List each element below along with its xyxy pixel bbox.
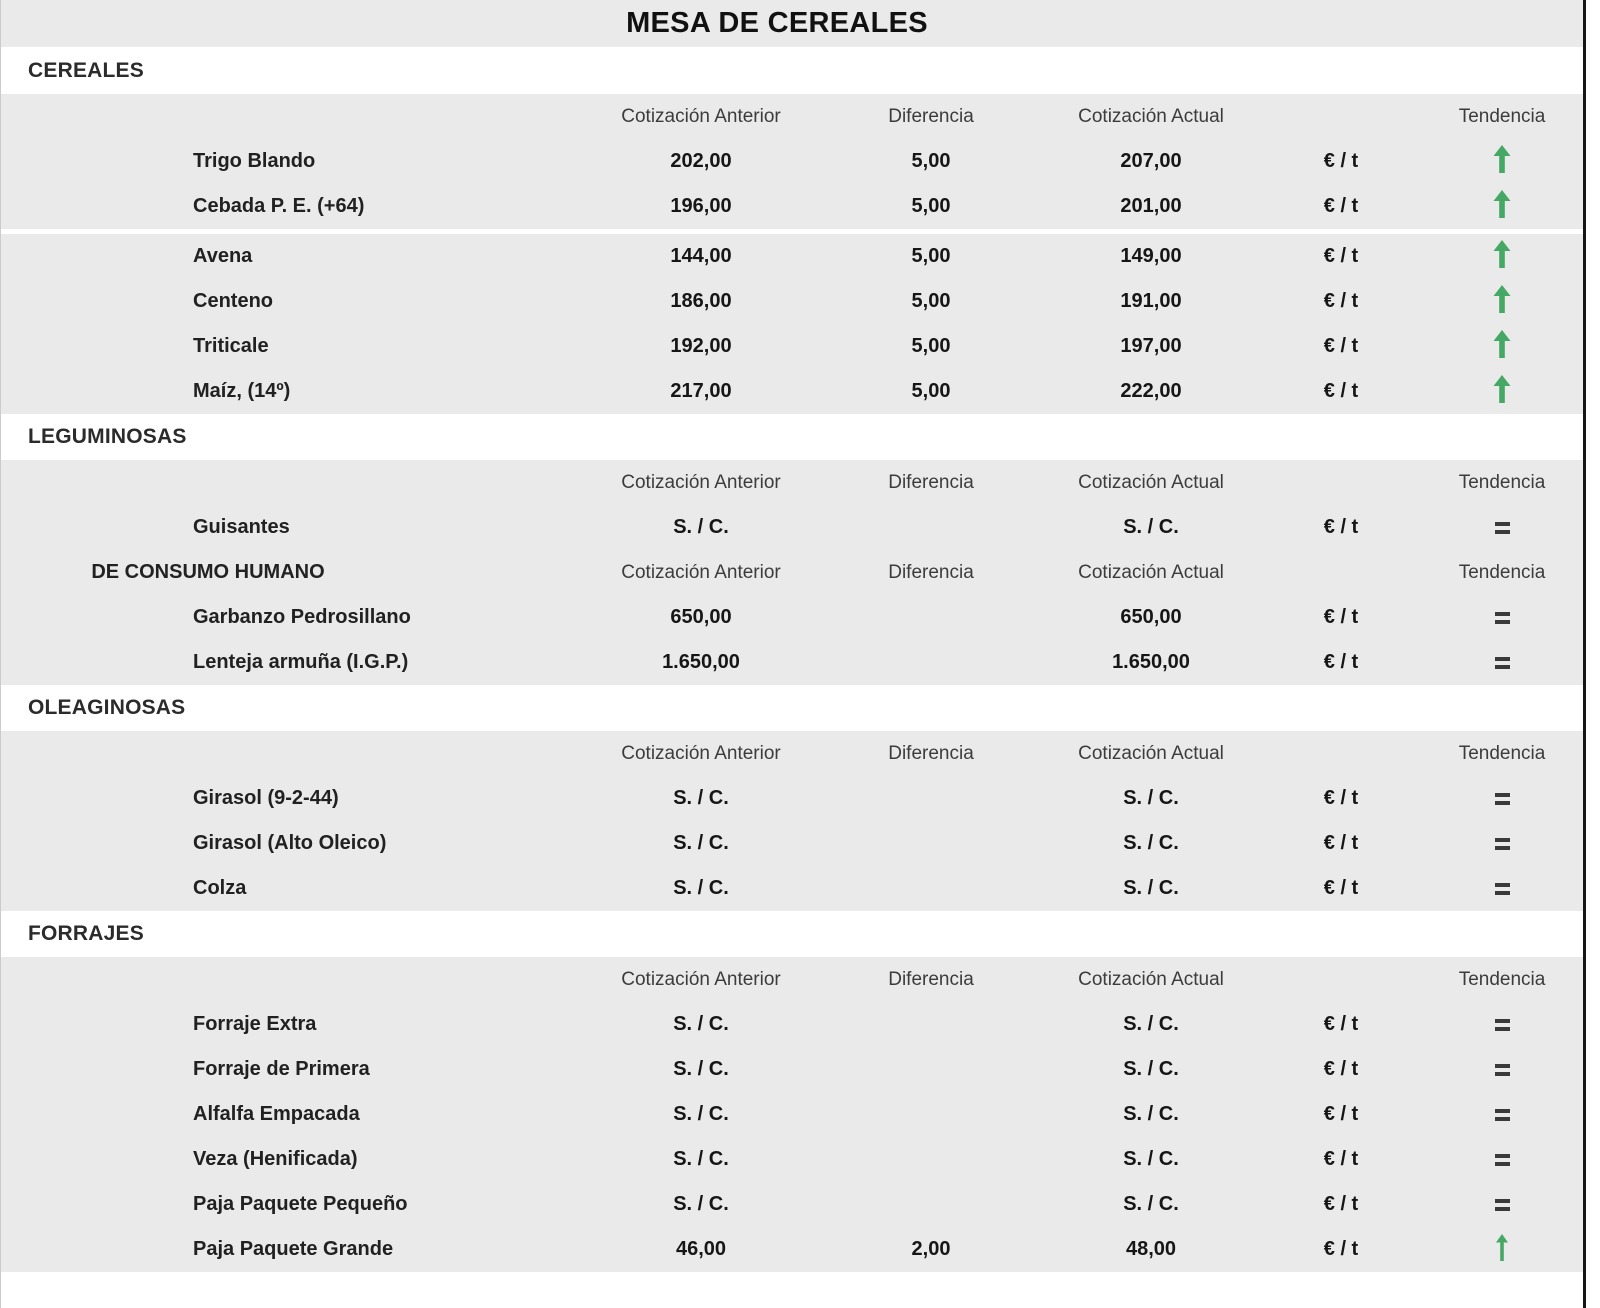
cotizacion-anterior-value: 650,00 bbox=[670, 606, 732, 628]
product-name: Maíz, (14º) bbox=[193, 380, 291, 402]
trend-up-icon bbox=[1491, 374, 1513, 409]
trend-cell bbox=[1421, 883, 1583, 895]
table-row bbox=[1, 1092, 1583, 1137]
cotizacion-anterior-value: S. / C. bbox=[673, 1148, 729, 1170]
section-label: CEREALES bbox=[28, 58, 144, 82]
cotizacion-actual-value: 207,00 bbox=[1120, 150, 1182, 172]
column-header-row bbox=[1, 550, 1583, 595]
unit-label: € / t bbox=[1323, 245, 1359, 267]
trend-cell bbox=[1421, 189, 1583, 224]
trend-cell bbox=[1421, 612, 1583, 624]
trend-equal-icon bbox=[1495, 612, 1510, 624]
section-table bbox=[1, 957, 1583, 1272]
trend-equal-icon bbox=[1495, 793, 1510, 805]
column-header-row bbox=[1, 460, 1583, 505]
cotizacion-anterior-value: S. / C. bbox=[673, 1058, 729, 1080]
cotizacion-actual-value: S. / C. bbox=[1123, 787, 1179, 809]
trend-equal-icon bbox=[1495, 1064, 1510, 1076]
col-header-tendencia: Tendencia bbox=[1458, 471, 1546, 493]
section-table bbox=[1, 460, 1583, 685]
trend-up-thin-icon bbox=[1491, 1232, 1513, 1267]
col-header-diferencia: Diferencia bbox=[888, 471, 974, 493]
product-name: Garbanzo Pedrosillano bbox=[193, 606, 411, 628]
cotizacion-actual-value: 191,00 bbox=[1120, 290, 1182, 312]
product-name: Avena bbox=[193, 245, 253, 267]
subsection-label: DE CONSUMO HUMANO bbox=[91, 561, 325, 583]
cotizacion-anterior-value: 144,00 bbox=[670, 245, 732, 267]
trend-cell bbox=[1421, 1154, 1583, 1166]
cotizacion-anterior-value: 192,00 bbox=[670, 335, 732, 357]
product-name: Girasol (9-2-44) bbox=[193, 787, 339, 809]
sections-container bbox=[1, 47, 1583, 1272]
cotizacion-anterior-value: 1.650,00 bbox=[662, 651, 740, 673]
unit-label: € / t bbox=[1323, 606, 1359, 628]
section-band bbox=[1, 685, 1583, 731]
table-row bbox=[1, 324, 1583, 369]
trend-equal-icon bbox=[1495, 1019, 1510, 1031]
col-header-cotizacion-anterior: Cotización Anterior bbox=[621, 105, 781, 127]
col-header-cotizacion-anterior: Cotización Anterior bbox=[621, 561, 781, 583]
product-name: Cebada P. E. (+64) bbox=[193, 195, 365, 217]
column-header-row bbox=[1, 957, 1583, 1002]
trend-equal-icon bbox=[1495, 522, 1510, 534]
unit-label: € / t bbox=[1323, 195, 1359, 217]
trend-cell bbox=[1421, 657, 1583, 669]
diferencia-value: 5,00 bbox=[911, 335, 951, 357]
diferencia-value: 2,00 bbox=[911, 1238, 951, 1260]
product-name: Girasol (Alto Oleico) bbox=[193, 832, 387, 854]
unit-label: € / t bbox=[1323, 1058, 1359, 1080]
cotizacion-actual-value: S. / C. bbox=[1123, 1103, 1179, 1125]
trend-equal-icon bbox=[1495, 1154, 1510, 1166]
diferencia-value: 5,00 bbox=[911, 290, 951, 312]
section bbox=[1, 685, 1583, 911]
table-row bbox=[1, 866, 1583, 911]
title-band bbox=[1, 0, 1583, 47]
col-header-cotizacion-actual: Cotización Actual bbox=[1078, 742, 1224, 764]
trend-cell bbox=[1421, 284, 1583, 319]
trend-equal-icon bbox=[1495, 1199, 1510, 1211]
cotizacion-actual-value: S. / C. bbox=[1123, 1013, 1179, 1035]
section bbox=[1, 414, 1583, 685]
table-row bbox=[1, 505, 1583, 550]
col-header-cotizacion-actual: Cotización Actual bbox=[1078, 561, 1224, 583]
cotizacion-anterior-value: S. / C. bbox=[673, 832, 729, 854]
cotizacion-actual-value: S. / C. bbox=[1123, 1193, 1179, 1215]
section-band bbox=[1, 47, 1583, 94]
page-title: MESA DE CEREALES bbox=[626, 7, 928, 39]
section bbox=[1, 47, 1583, 414]
col-header-cotizacion-actual: Cotización Actual bbox=[1078, 471, 1224, 493]
col-header-tendencia: Tendencia bbox=[1458, 968, 1546, 990]
diferencia-value: 5,00 bbox=[911, 195, 951, 217]
cotizacion-actual-value: S. / C. bbox=[1123, 832, 1179, 854]
table-row bbox=[1, 776, 1583, 821]
product-name: Trigo Blando bbox=[193, 150, 316, 172]
unit-label: € / t bbox=[1323, 150, 1359, 172]
column-header-row bbox=[1, 94, 1583, 139]
col-header-diferencia: Diferencia bbox=[888, 742, 974, 764]
unit-label: € / t bbox=[1323, 1148, 1359, 1170]
unit-label: € / t bbox=[1323, 651, 1359, 673]
trend-cell bbox=[1421, 1064, 1583, 1076]
cotizacion-anterior-value: S. / C. bbox=[673, 787, 729, 809]
col-header-cotizacion-actual: Cotización Actual bbox=[1078, 968, 1224, 990]
col-header-cotizacion-anterior: Cotización Anterior bbox=[621, 471, 781, 493]
unit-label: € / t bbox=[1323, 1013, 1359, 1035]
unit-label: € / t bbox=[1323, 1238, 1359, 1260]
cotizacion-actual-value: 650,00 bbox=[1120, 606, 1182, 628]
product-name: Veza (Henificada) bbox=[193, 1148, 358, 1170]
cotizacion-anterior-value: 186,00 bbox=[670, 290, 732, 312]
product-name: Guisantes bbox=[193, 516, 290, 538]
trend-up-icon bbox=[1491, 284, 1513, 319]
section-label: OLEAGINOSAS bbox=[28, 696, 186, 719]
col-header-tendencia: Tendencia bbox=[1458, 561, 1546, 583]
cotizacion-actual-value: S. / C. bbox=[1123, 1148, 1179, 1170]
trend-equal-icon bbox=[1495, 883, 1510, 895]
cotizacion-actual-value: 48,00 bbox=[1125, 1238, 1177, 1260]
product-name: Triticale bbox=[193, 335, 269, 357]
unit-label: € / t bbox=[1323, 516, 1359, 538]
section-label: FORRAJES bbox=[28, 922, 144, 945]
unit-label: € / t bbox=[1323, 335, 1359, 357]
cotizacion-actual-value: 201,00 bbox=[1120, 195, 1182, 217]
col-header-cotizacion-actual: Cotización Actual bbox=[1078, 105, 1224, 127]
product-name: Paja Paquete Grande bbox=[193, 1238, 394, 1260]
unit-label: € / t bbox=[1323, 877, 1359, 899]
cotizacion-actual-value: 149,00 bbox=[1120, 245, 1182, 267]
diferencia-value: 5,00 bbox=[911, 150, 951, 172]
section-band bbox=[1, 911, 1583, 957]
table-row bbox=[1, 369, 1583, 414]
table-row bbox=[1, 595, 1583, 640]
section-table bbox=[1, 94, 1583, 414]
trend-cell bbox=[1421, 522, 1583, 534]
trend-equal-icon bbox=[1495, 1109, 1510, 1121]
trend-cell bbox=[1421, 1199, 1583, 1211]
trend-cell bbox=[1421, 1232, 1583, 1267]
table-row bbox=[1, 1182, 1583, 1227]
trend-cell bbox=[1421, 838, 1583, 850]
table-row bbox=[1, 821, 1583, 866]
section-table bbox=[1, 731, 1583, 911]
trend-cell bbox=[1421, 239, 1583, 274]
trend-cell bbox=[1421, 793, 1583, 805]
unit-label: € / t bbox=[1323, 832, 1359, 854]
trend-up-icon bbox=[1491, 144, 1513, 179]
unit-label: € / t bbox=[1323, 380, 1359, 402]
col-header-diferencia: Diferencia bbox=[888, 968, 974, 990]
cotizacion-anterior-value: S. / C. bbox=[673, 1103, 729, 1125]
table-row bbox=[1, 184, 1583, 229]
unit-label: € / t bbox=[1323, 290, 1359, 312]
product-name: Colza bbox=[193, 877, 247, 899]
col-header-cotizacion-anterior: Cotización Anterior bbox=[621, 968, 781, 990]
cotizacion-anterior-value: 46,00 bbox=[675, 1238, 727, 1260]
unit-label: € / t bbox=[1323, 787, 1359, 809]
cotizacion-actual-value: 197,00 bbox=[1120, 335, 1182, 357]
cotizacion-anterior-value: S. / C. bbox=[673, 1013, 729, 1035]
product-name: Paja Paquete Pequeño bbox=[193, 1193, 408, 1215]
col-header-tendencia: Tendencia bbox=[1458, 742, 1546, 764]
cotizacion-actual-value: 1.650,00 bbox=[1112, 651, 1190, 673]
table-row bbox=[1, 1002, 1583, 1047]
product-name: Forraje de Primera bbox=[193, 1058, 370, 1080]
column-header-row bbox=[1, 731, 1583, 776]
section-label: LEGUMINOSAS bbox=[28, 425, 187, 448]
table-row bbox=[1, 234, 1583, 279]
product-name: Lenteja armuña (I.G.P.) bbox=[193, 651, 409, 673]
trend-equal-icon bbox=[1495, 657, 1510, 669]
section bbox=[1, 911, 1583, 1272]
product-name: Centeno bbox=[193, 290, 273, 312]
unit-label: € / t bbox=[1323, 1193, 1359, 1215]
trend-cell bbox=[1421, 1109, 1583, 1121]
cotizacion-anterior-value: S. / C. bbox=[673, 1193, 729, 1215]
col-header-tendencia: Tendencia bbox=[1458, 105, 1546, 127]
table-row bbox=[1, 279, 1583, 324]
col-header-cotizacion-anterior: Cotización Anterior bbox=[621, 742, 781, 764]
unit-label: € / t bbox=[1323, 1103, 1359, 1125]
trend-equal-icon bbox=[1495, 838, 1510, 850]
table-row bbox=[1, 640, 1583, 685]
col-header-diferencia: Diferencia bbox=[888, 105, 974, 127]
trend-cell bbox=[1421, 374, 1583, 409]
trend-cell bbox=[1421, 144, 1583, 179]
table-row bbox=[1, 1137, 1583, 1182]
trend-up-icon bbox=[1491, 329, 1513, 364]
cotizacion-anterior-value: 217,00 bbox=[670, 380, 732, 402]
section-band bbox=[1, 414, 1583, 460]
product-name: Forraje Extra bbox=[193, 1013, 317, 1035]
cotizacion-anterior-value: S. / C. bbox=[673, 516, 729, 538]
trend-cell bbox=[1421, 329, 1583, 364]
cotizacion-actual-value: S. / C. bbox=[1123, 1058, 1179, 1080]
trend-cell bbox=[1421, 1019, 1583, 1031]
cotizacion-anterior-value: 196,00 bbox=[670, 195, 732, 217]
cotizacion-actual-value: S. / C. bbox=[1123, 516, 1179, 538]
product-name: Alfalfa Empacada bbox=[193, 1103, 360, 1125]
table-row bbox=[1, 1227, 1583, 1272]
diferencia-value: 5,00 bbox=[911, 245, 951, 267]
trend-up-icon bbox=[1491, 189, 1513, 224]
cotizacion-anterior-value: S. / C. bbox=[673, 877, 729, 899]
col-header-diferencia: Diferencia bbox=[888, 561, 974, 583]
cotizacion-actual-value: S. / C. bbox=[1123, 877, 1179, 899]
trend-up-icon bbox=[1491, 239, 1513, 274]
table-row bbox=[1, 1047, 1583, 1092]
diferencia-value: 5,00 bbox=[911, 380, 951, 402]
cotizacion-actual-value: 222,00 bbox=[1120, 380, 1182, 402]
table-row bbox=[1, 139, 1583, 184]
cotizacion-anterior-value: 202,00 bbox=[670, 150, 732, 172]
